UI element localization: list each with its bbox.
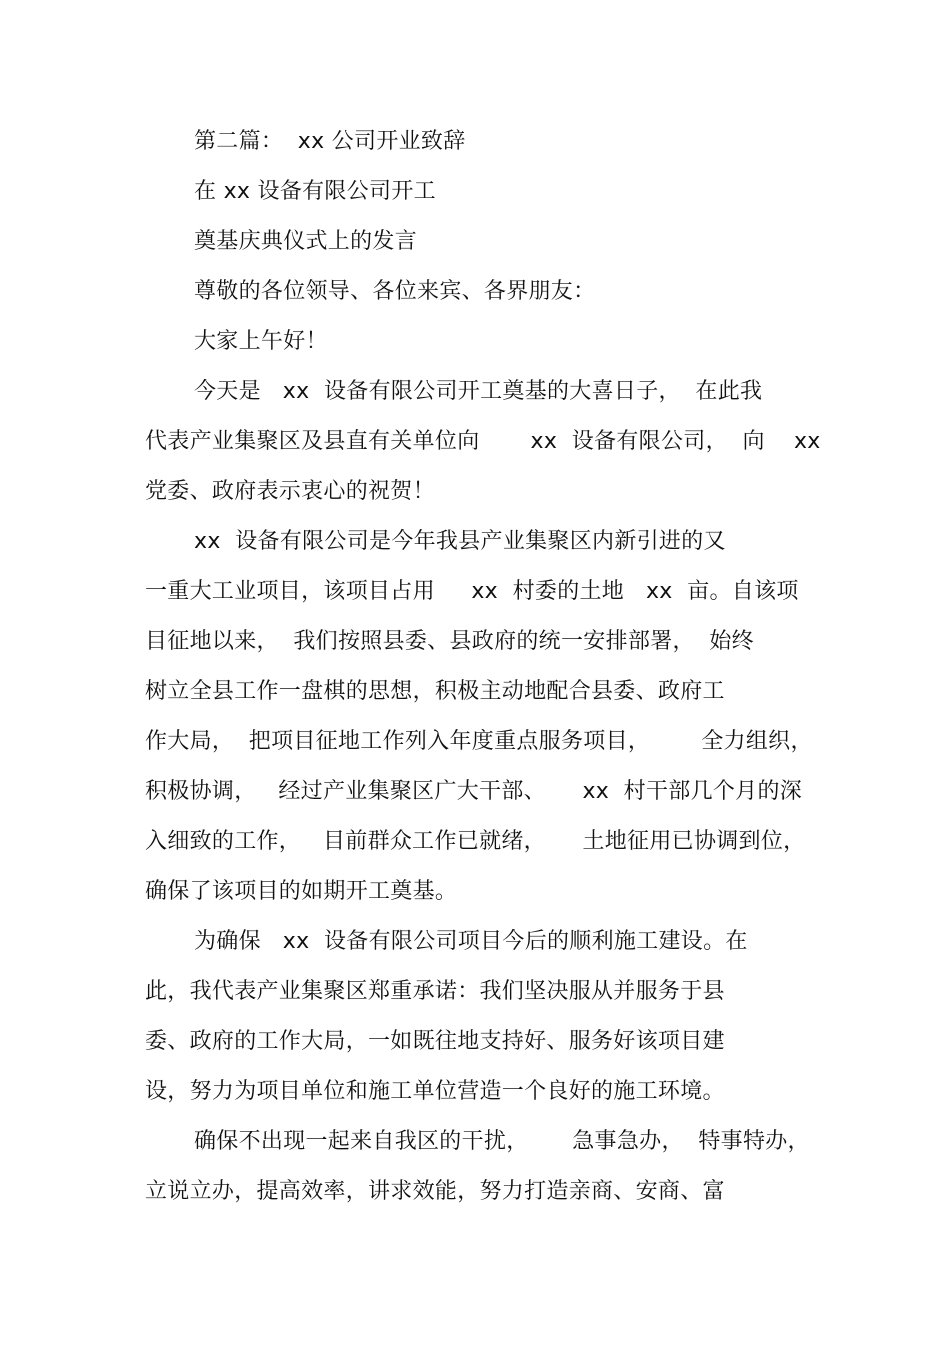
paragraph-line: 代表产业集聚区及县直有关单位向 xx 设备有限公司， 向 xx — [145, 429, 821, 454]
paragraph-line: 此，我代表产业集聚区郑重承诺：我们坚决服从并服务于县 — [145, 979, 725, 1004]
paragraph-line: 作大局， 把项目征地工作列入年度重点服务项目， 全力组织， — [145, 729, 813, 754]
salutation: 尊敬的各位领导、各位来宾、各界朋友： — [194, 279, 596, 304]
section-title: 第二篇： xx 公司开业致辞 — [194, 129, 466, 154]
paragraph-line: 委、政府的工作大局，一如既往地支持好、服务好该项目建 — [145, 1029, 725, 1054]
paragraph-line: 设，努力为项目单位和施工单位营造一个良好的施工环境。 — [145, 1079, 725, 1104]
paragraph-line: 为确保 xx 设备有限公司项目今后的顺利施工建设。在 — [194, 929, 748, 954]
speech-title-line-2: 奠基庆典仪式上的发言 — [194, 229, 418, 254]
greeting: 大家上午好！ — [194, 329, 328, 354]
paragraph-line: 目征地以来， 我们按照县委、县政府的统一安排部署， 始终 — [145, 629, 754, 654]
paragraph-line: 党委、政府表示衷心的祝贺！ — [145, 479, 435, 504]
paragraph-line: 一重大工业项目，该项目占用 xx 村委的土地 xx 亩。自该项 — [145, 579, 799, 604]
paragraph-line: xx 设备有限公司是今年我县产业集聚区内新引进的又 — [194, 529, 726, 554]
paragraph-line: 树立全县工作一盘棋的思想，积极主动地配合县委、政府工 — [145, 679, 725, 704]
paragraph-line: 确保了该项目的如期开工奠基。 — [145, 879, 458, 904]
paragraph-line: 立说立办，提高效率，讲求效能，努力打造亲商、安商、富 — [145, 1179, 725, 1204]
paragraph-line: 确保不出现一起来自我区的干扰， 急事急办， 特事特办， — [194, 1129, 810, 1154]
paragraph-line: 今天是 xx 设备有限公司开工奠基的大喜日子， 在此我 — [194, 379, 763, 404]
paragraph-line: 积极协调， 经过产业集聚区广大干部、 xx 村干部几个月的深 — [145, 779, 803, 804]
speech-title-line-1: 在 xx 设备有限公司开工 — [194, 179, 436, 204]
paragraph-line: 入细致的工作， 目前群众工作已就绪， 土地征用已协调到位， — [145, 829, 806, 854]
